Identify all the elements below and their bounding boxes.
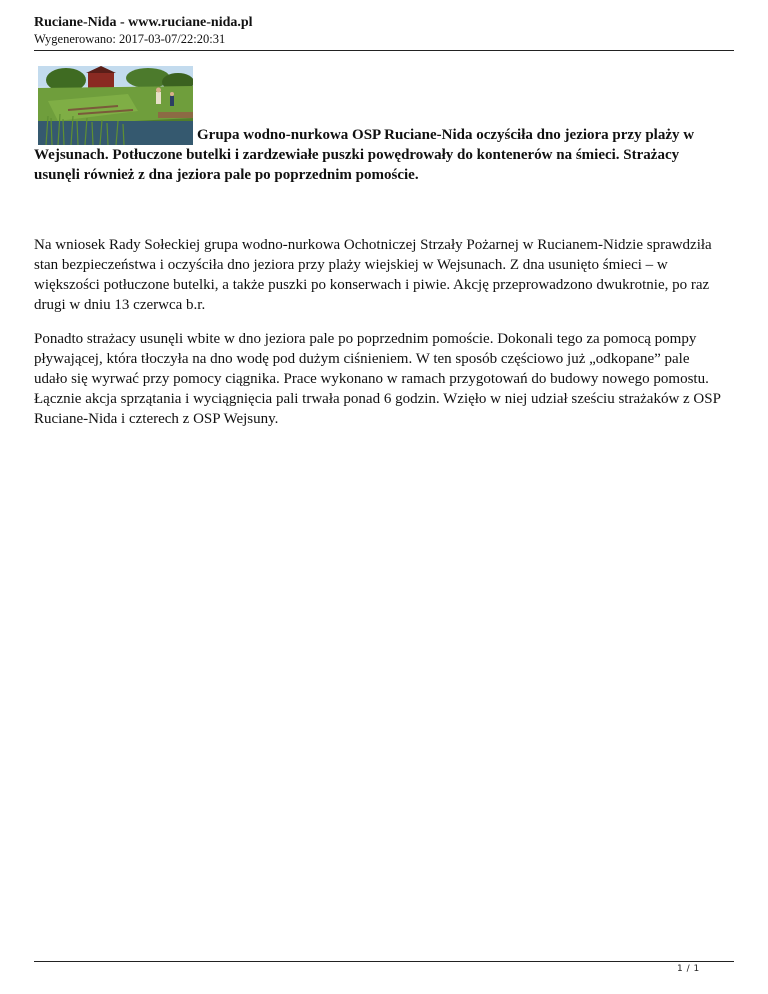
article-paragraph-1: Na wniosek Rady Sołeckiej grupa wodno-nurkowa Ochotniczej Strzały Pożarnej w Rucianem-Nidzie sprawdziła stan bezpieczeństwa i oczyściła dno jeziora przy plaży wiejskiej w Wejsunach. Z dna usunięto śmieci – w większości potłuczone butelki, a także puszki po konserwach i piwie. Akcję przeprowadzono dwukrotnie, po raz drugi w dniu 13 czerwca b.r. [34,237,712,313]
page-number: 1 / 1 [677,964,700,974]
site-title: Ruciane-Nida - www.ruciane-nida.pl [34,15,253,30]
photo-lake-cleanup-icon [38,66,193,145]
article-photo [38,66,193,145]
article-lead [34,66,724,185]
article [34,66,724,429]
generated-timestamp: Wygenerowano: 2017-03-07/22:20:31 [34,32,226,46]
page-header [34,14,734,47]
article-paragraph-2: Ponadto strażacy usunęli wbite w dno jeziora pale po poprzednim pomoście. Dokonali tego za pomocą pompy pływającej, która tłoczyła na dno wodę pod dużym ciśnieniem. W ten sposób częściowo już „odkopane” pale udało się wyrwać przy pomocy ciągnika. Prace wykonano w ramach przygotowań do budowy nowego pomostu. Łącznie akcja sprzątania i wyciągnięcia pali trwała ponad 6 godzin. Wzięło w niej udział sześciu strażaków z OSP Ruciane-Nida i czterech z OSP Wejsuny. [34,331,721,427]
article-lead-text: Grupa wodno-nurkowa OSP Ruciane-Nida oczyściła dno jeziora przy plaży w Wejsunach. Potłuczone butelki i zardzewiałe puszki powędrowały do kontenerów na śmieci. Strażacy usunęli również z dna jeziora pale po poprzednim pomoście. [34,127,695,183]
header-divider [34,50,734,51]
footer-divider [34,961,734,962]
